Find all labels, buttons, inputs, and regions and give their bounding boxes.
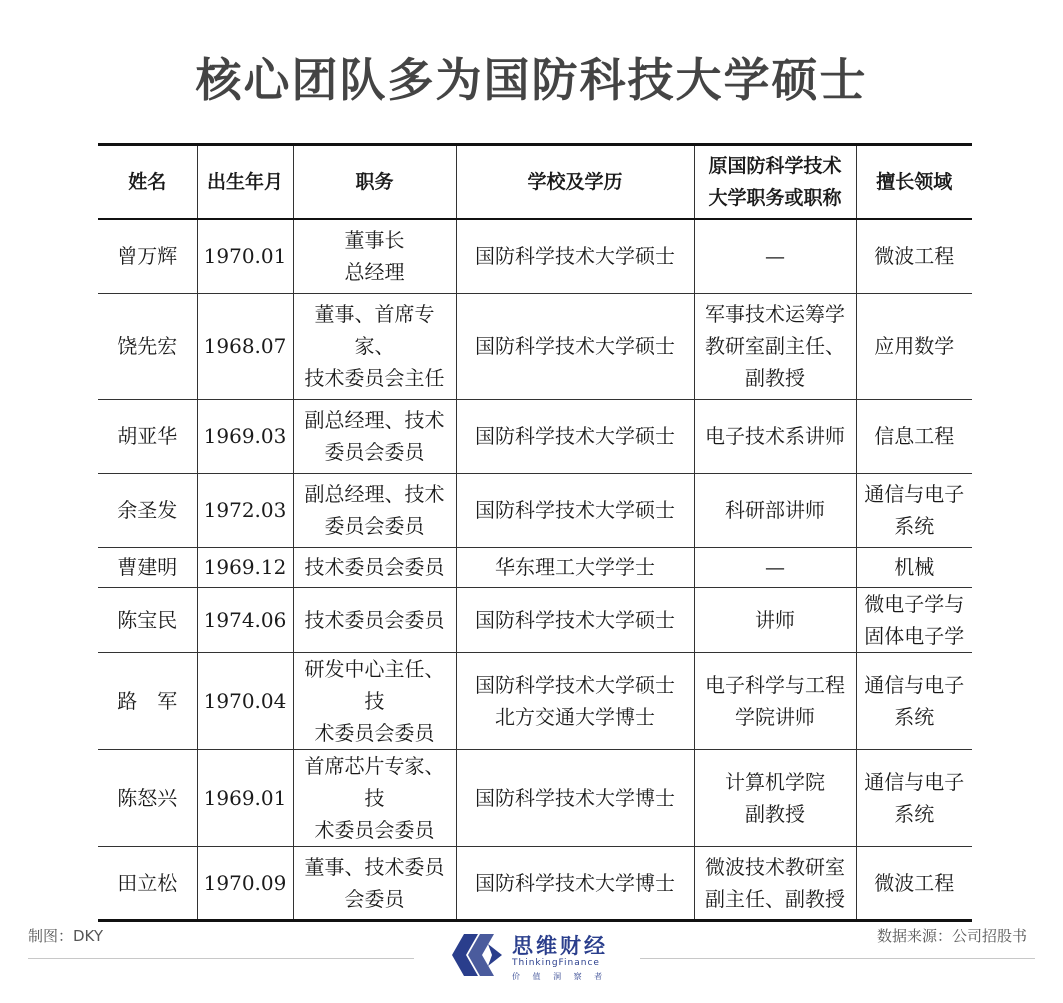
table-row	[98, 219, 972, 293]
cell-position	[293, 473, 456, 547]
cell-expertise	[856, 547, 972, 587]
cell-line: 总经理	[344, 260, 405, 285]
cell-position	[293, 652, 456, 749]
cell-line: 国防科学技术大学硕士	[475, 424, 675, 448]
cell-line: 副教授	[745, 366, 805, 390]
cell-line: 副总经理、技术	[304, 482, 445, 506]
cell-line: 副主任、副教授	[705, 886, 845, 911]
logo-subtitle: ThinkingFinance	[512, 958, 600, 968]
cell-line: 教研室副主任、	[705, 334, 845, 358]
cell-line: 微电子学与	[864, 591, 965, 616]
cell-line: 技术委员会委员	[304, 607, 445, 632]
table-row	[98, 749, 972, 846]
header-line: 擅长领域	[876, 171, 953, 193]
cell-expertise	[856, 587, 972, 652]
logo-text: 思维财经	[512, 934, 608, 958]
cell-birth	[197, 587, 293, 652]
cell-expertise	[856, 473, 972, 547]
cell-former-title	[694, 399, 856, 473]
cell-line: 讲师	[755, 607, 795, 632]
cell-position	[293, 219, 456, 293]
cell-line: 董事长	[344, 228, 405, 253]
cell-line: 研发中心主任、技	[304, 656, 445, 713]
cell-expertise	[856, 652, 972, 749]
cell-line: 1969.01	[203, 785, 287, 810]
cell-expertise	[856, 219, 972, 293]
cell-former-title	[694, 652, 856, 749]
cell-former-title	[694, 293, 856, 399]
cell-line: 系统	[894, 801, 935, 826]
cell-birth	[197, 547, 293, 587]
cell-line: 曹建明	[117, 555, 178, 579]
cell-line: 饶先宏	[117, 334, 178, 358]
column-header-name	[98, 145, 197, 220]
cell-line: 副总经理、技术	[304, 408, 445, 432]
cell-name	[98, 399, 197, 473]
cell-line: 1969.12	[203, 555, 287, 579]
cell-position	[293, 749, 456, 846]
cell-line: 国防科学技术大学硕士	[475, 607, 675, 632]
table-row	[98, 846, 972, 920]
column-header-birth	[197, 145, 293, 220]
logo-mark-icon	[444, 930, 506, 980]
cell-line: 国防科学技术大学博士	[475, 870, 675, 895]
cell-name	[98, 547, 197, 587]
cell-line: 国防科学技术大学博士	[475, 785, 675, 810]
cell-education	[456, 547, 694, 587]
cell-line: 华东理工大学学士	[495, 555, 655, 579]
cell-line: 路 军	[117, 688, 178, 713]
cell-line: 应用数学	[874, 334, 955, 358]
cell-education	[456, 749, 694, 846]
cell-position	[293, 547, 456, 587]
cell-education	[456, 219, 694, 293]
cell-line: 电子技术系讲师	[705, 424, 845, 448]
cell-line: 曾万辉	[117, 244, 178, 269]
cell-name	[98, 473, 197, 547]
cell-position	[293, 399, 456, 473]
cell-education	[456, 293, 694, 399]
table-row	[98, 547, 972, 587]
team-table	[98, 143, 972, 922]
cell-line: 通信与电子	[864, 672, 965, 697]
header-line: 原国防科学技术	[708, 155, 842, 177]
cell-line: 国防科学技术大学硕士	[475, 334, 675, 358]
cell-name	[98, 587, 197, 652]
cell-education	[456, 652, 694, 749]
cell-birth	[197, 846, 293, 920]
cell-birth	[197, 652, 293, 749]
cell-line: 系统	[894, 514, 935, 538]
column-header-position	[293, 145, 456, 220]
cell-education	[456, 587, 694, 652]
cell-line: 机械	[894, 555, 935, 579]
cell-line: 固体电子学	[864, 623, 965, 648]
cell-line: 北方交通大学博士	[495, 704, 655, 729]
cell-line: —	[765, 555, 785, 579]
table-body	[98, 219, 972, 920]
cell-education	[456, 473, 694, 547]
cell-former-title	[694, 547, 856, 587]
logo-tagline: 价 值 洞 察 者	[512, 972, 608, 981]
cell-line: 1970.09	[203, 870, 287, 895]
cell-line: 技术委员会主任	[304, 366, 445, 390]
cell-expertise	[856, 846, 972, 920]
cell-line: 微波技术教研室	[705, 854, 845, 879]
cell-line: 计算机学院	[725, 769, 825, 794]
page-title: 核心团队多为国防科技大学硕士	[195, 53, 868, 107]
cell-expertise	[856, 293, 972, 399]
cell-line: 1974.06	[203, 607, 287, 632]
cell-line: 田立松	[117, 870, 178, 895]
cell-line: 委员会委员	[324, 440, 425, 464]
cell-line: 会委员	[344, 886, 405, 911]
footer-divider-left	[28, 958, 414, 959]
table-row	[98, 587, 972, 652]
cell-name	[98, 652, 197, 749]
cell-line: 陈宝民	[117, 607, 178, 632]
cell-birth	[197, 749, 293, 846]
cell-line: 通信与电子	[864, 769, 965, 794]
cell-line: 1972.03	[203, 498, 287, 522]
cell-line: 董事、技术委员	[304, 854, 445, 879]
column-header-education	[456, 145, 694, 220]
header-line: 出生年月	[206, 171, 283, 193]
cell-line: 系统	[894, 704, 935, 729]
cell-name	[98, 219, 197, 293]
cell-position	[293, 846, 456, 920]
cell-birth	[197, 293, 293, 399]
cell-former-title	[694, 846, 856, 920]
cell-line: 通信与电子	[864, 482, 965, 506]
cell-former-title	[694, 219, 856, 293]
table-header-row	[98, 145, 972, 220]
header-line: 大学职务或职称	[708, 187, 842, 209]
table-row	[98, 652, 972, 749]
cell-line: 国防科学技术大学硕士	[475, 498, 675, 522]
cell-line: 陈怒兴	[117, 785, 178, 810]
table-row	[98, 293, 972, 399]
table-row	[98, 399, 972, 473]
cell-line: 副教授	[745, 801, 805, 826]
cell-line: 董事、首席专家、	[314, 302, 435, 358]
cell-line: 术委员会委员	[314, 817, 435, 842]
cell-line: 胡亚华	[117, 424, 178, 448]
cell-birth	[197, 473, 293, 547]
data-source: 数据来源：公司招股书	[876, 927, 1027, 945]
cell-expertise	[856, 399, 972, 473]
cell-former-title	[694, 473, 856, 547]
cell-line: 技术委员会委员	[304, 555, 445, 579]
chart-maker: 制图：DKY	[28, 927, 104, 945]
header-line: 姓名	[128, 171, 167, 193]
header-line: 职务	[355, 171, 394, 193]
cell-education	[456, 399, 694, 473]
cell-expertise	[856, 749, 972, 846]
table-row	[98, 473, 972, 547]
header-line: 学校及学历	[527, 171, 623, 193]
cell-position	[293, 293, 456, 399]
cell-education	[456, 846, 694, 920]
cell-line: 信息工程	[874, 424, 955, 448]
cell-line: 微波工程	[874, 870, 955, 895]
cell-line: 国防科学技术大学硕士	[475, 672, 675, 697]
column-header-former-title	[694, 145, 856, 220]
cell-line: 1968.07	[203, 334, 287, 358]
brand-logo	[444, 928, 640, 988]
cell-line: 军事技术运筹学	[705, 302, 845, 326]
cell-position	[293, 587, 456, 652]
cell-line: 术委员会委员	[314, 720, 435, 745]
cell-line: 学院讲师	[735, 704, 815, 729]
cell-line: 1970.04	[203, 688, 287, 713]
cell-line: 余圣发	[117, 498, 178, 522]
cell-line: 微波工程	[874, 244, 955, 269]
column-header-expertise	[856, 145, 972, 220]
cell-line: 首席芯片专家、技	[304, 753, 445, 810]
cell-birth	[197, 219, 293, 293]
cell-line: 1970.01	[203, 244, 287, 269]
cell-former-title	[694, 749, 856, 846]
cell-line: 委员会委员	[324, 514, 425, 538]
cell-name	[98, 293, 197, 399]
footer-divider-right	[640, 958, 1035, 959]
cell-line: 1969.03	[203, 424, 287, 448]
cell-line: 科研部讲师	[725, 498, 825, 522]
cell-birth	[197, 399, 293, 473]
cell-name	[98, 846, 197, 920]
cell-name	[98, 749, 197, 846]
cell-line: 国防科学技术大学硕士	[475, 244, 675, 269]
cell-former-title	[694, 587, 856, 652]
cell-line: 电子科学与工程	[705, 672, 845, 697]
cell-line: —	[765, 244, 785, 269]
